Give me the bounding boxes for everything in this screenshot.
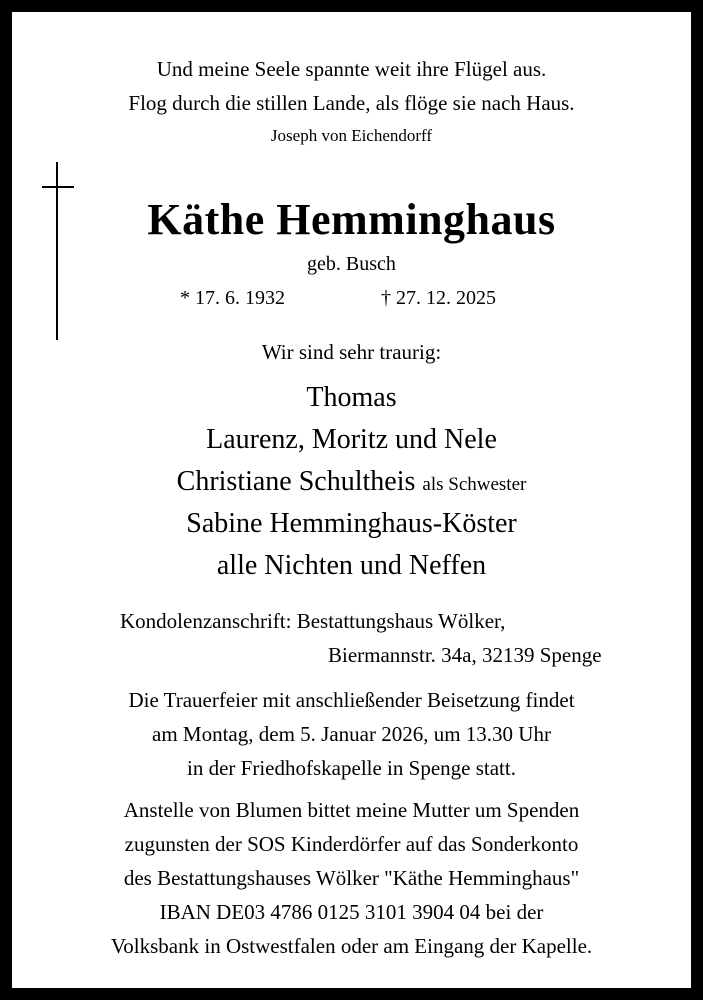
quote-author: Joseph von Eichendorff <box>270 126 433 145</box>
cross-icon-bar <box>42 186 74 188</box>
mourners-intro: Wir sind sehr traurig: <box>261 340 442 364</box>
funeral-line-1: Die Trauerfeier mit anschließender Beisetzung findet <box>128 688 575 712</box>
donation-line-2: zugunsten der SOS Kinderdörfer auf das Sonderkonto <box>124 832 579 856</box>
funeral-line-3: in der Friedhofskapelle in Spenge statt. <box>187 756 516 780</box>
condolence-address-line-2: Biermannstr. 34a, 32139 Spenge <box>328 643 602 667</box>
deceased-name: Käthe Hemminghaus <box>147 195 556 244</box>
condolence-address-line-1: Kondolenzanschrift: Bestattungshaus Wölker, <box>120 609 506 633</box>
mourner-name: Christiane Schultheis <box>176 466 416 497</box>
mourner-name: alle Nichten und Neffen <box>216 550 487 581</box>
maiden-name: geb. Busch <box>307 253 396 275</box>
cross-icon <box>56 162 58 340</box>
donation-line-1: Anstelle von Blumen bittet meine Mutter um Spenden <box>123 798 580 822</box>
donation-line-3: des Bestattungshauses Wölker "Käthe Hemminghaus" <box>123 866 580 890</box>
quote-line-2: Flog durch die stillen Lande, als flöge sie nach Haus. <box>128 91 575 115</box>
mourner-name: Laurenz, Moritz und Nele <box>206 424 497 455</box>
donation-line-4: IBAN DE03 4786 0125 3101 3904 04 bei der <box>159 900 544 924</box>
donation-line-5: Volksbank in Ostwestfalen oder am Eingang der Kapelle. <box>110 934 593 958</box>
death-date: † 27. 12. 2025 <box>381 287 496 309</box>
birth-date: * 17. 6. 1932 <box>180 287 285 309</box>
mourner-line <box>12 466 691 498</box>
relation-note: als Schwester <box>422 474 527 495</box>
funeral-line-2: am Montag, dem 5. Januar 2026, um 13.30 Uhr <box>152 722 551 746</box>
mourner-name: Sabine Hemminghaus-Köster <box>186 508 517 539</box>
mourner-name: Thomas <box>306 382 397 413</box>
quote-line-1: Und meine Seele spannte weit ihre Flügel aus. <box>156 57 547 81</box>
